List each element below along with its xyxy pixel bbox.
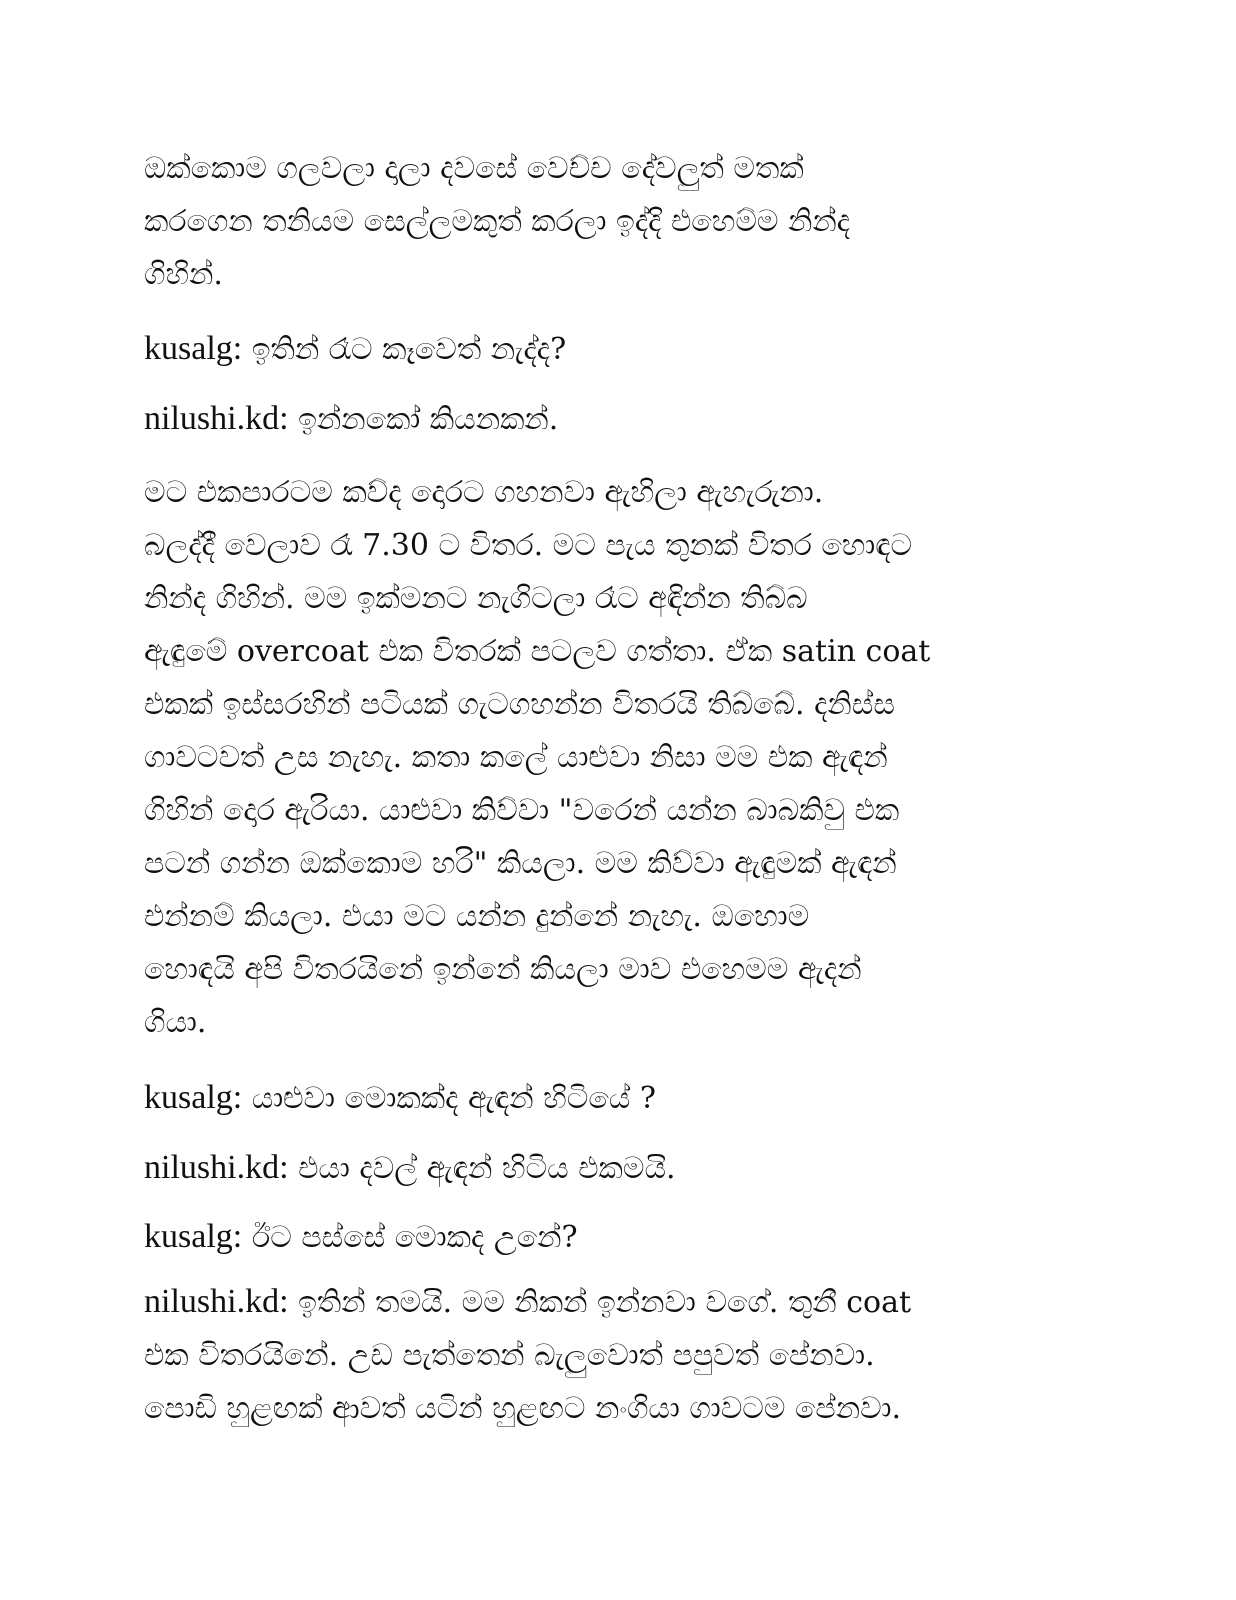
dialogue-text: ඉතින් රෑට කෑවෙත් නැද්ද? [251, 332, 567, 367]
speaker-name: kusalg: [144, 330, 243, 367]
narrative-paragraph-1 [144, 142, 1104, 301]
speaker-name: kusalg: [144, 1218, 243, 1255]
dialogue-line-kusalg-2 [144, 1071, 1104, 1125]
narrative-paragraph-2 [144, 466, 1104, 1049]
dialogue-text: යාළුවා මොකක්ද ඇඳන් හිටියේ ? [251, 1081, 656, 1116]
dialogue-text: ඊට පස්සේ මොකද උනේ? [251, 1220, 578, 1255]
speaker-name: kusalg: [144, 1079, 243, 1116]
paragraph-text: මට එකපාරටම කව්ද දොරට ගහනවා ඇහිලා ඇහැරුනා. බලද්දී වෙලාව රෑ 7.30 ට විතර. මට පැය තුනක් විතර හොඳට නින්ද ගිහින්. මම ඉක්මනට නැගිටලා රෑට අඳින්න තිබ්බ ඇඳුමේ overcoat එක විතරක් පටලව ගත්තා. ඒක satin coat එකක් ඉස්සරහින් පටියක් ගැටගහන්න විතරයි තිබ්බේ. දනිස්ස ගාවටවත් උස නැහැ. කතා කලේ යාළුවා නිසා මම එක ඇඳන් ගිහින් දොර ඇරියා. යාළුවා කිව්වා "වරෙන් යන්න බාබකිවු එක පටන් ගන්න ඔක්කොම හරි" කියලා. මම කිව්වා ඇඳුමක් ඇඳන් එන්නම් කියලා. එයා මට යන්න දුන්නේ නැහැ. ඔහොම හොඳයි අපි විතරයිනේ ඉන්නේ කියලා මාව එහෙමම ඇදන් ගියා. [144, 475, 931, 1040]
dialogue-text: එයා දවල් ඇඳන් හිටිය එකමයි. [298, 1151, 676, 1186]
dialogue-text: ඉතින් තමයි. මම නිකන් ඉන්නවා වගේ. තුනී coat එක විතරයිනේ. උඩ පැත්තෙන් බැලුවොත් පපුවත් පේනවා. පොඩි හුළඟක් ආවත් යටින් හුළඟට නංගියා ගාවටම පේනවා. [144, 1285, 912, 1426]
dialogue-line-nilushi-3 [144, 1275, 1104, 1435]
dialogue-line-nilushi-2 [144, 1141, 1104, 1195]
speaker-name: nilushi.kd: [144, 1149, 289, 1186]
speaker-name: nilushi.kd: [144, 1283, 289, 1320]
paragraph-text: ඔක්කොම ගලවලා දාලා දවසේ වෙච්ච දේවලුත් මතක් කරගෙන තනියම සෙල්ලමකුත් කරලා ඉද්දි එහෙම්ම නින්ද ගිහින්. [144, 151, 851, 292]
dialogue-line-kusalg-3 [144, 1210, 1104, 1264]
speaker-name: nilushi.kd: [144, 400, 289, 437]
dialogue-line-nilushi-1 [144, 392, 1104, 446]
dialogue-line-kusalg-1 [144, 322, 1104, 376]
dialogue-text: ඉන්නකෝ කියනකන්. [298, 402, 559, 437]
